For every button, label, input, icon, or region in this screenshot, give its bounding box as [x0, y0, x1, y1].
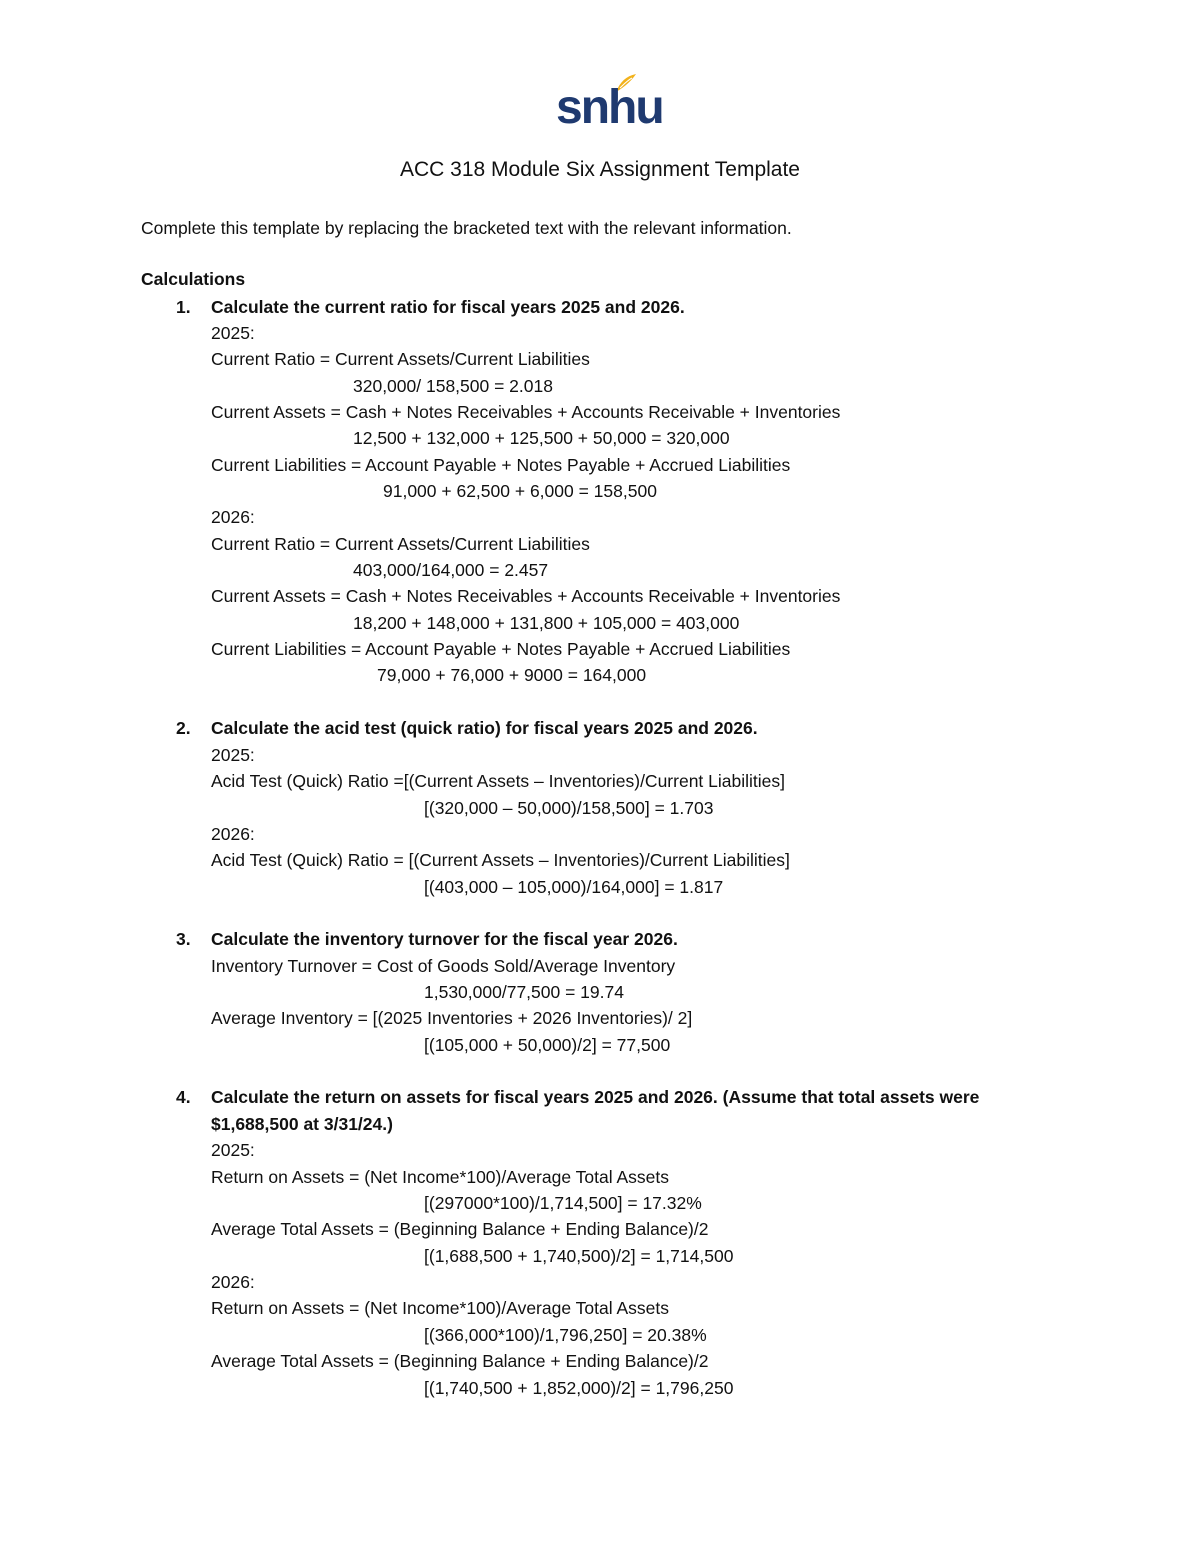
calculation-line: [(105,000 + 50,000)/2] = 77,500	[424, 1035, 671, 1055]
calculation-line: 12,500 + 132,000 + 125,500 + 50,000 = 320,000	[353, 428, 730, 448]
calculation-line: 91,000 + 62,500 + 6,000 = 158,500	[383, 481, 657, 501]
document-title: ACC 318 Module Six Assignment Template	[400, 158, 800, 181]
question-3-heading: Calculate the inventory turnover for the fiscal year 2026.	[211, 929, 678, 949]
question-2-heading: Calculate the acid test (quick ratio) for fiscal years 2025 and 2026.	[211, 718, 758, 738]
question-4-heading-continued: $1,688,500 at 3/31/24.)	[211, 1114, 393, 1134]
year-label: 2025:	[211, 323, 255, 343]
formula-line: Acid Test (Quick) Ratio =[(Current Assets – Inventories)/Current Liabilities]	[211, 771, 785, 791]
question-3-number: 3.	[176, 929, 191, 949]
section-heading: Calculations	[141, 269, 246, 289]
formula-line: Current Assets = Cash + Notes Receivables + Accounts Receivable + Inventories	[211, 402, 841, 422]
year-label: 2026:	[211, 1272, 255, 1292]
calculation-line: [(403,000 – 105,000)/164,000] = 1.817	[424, 877, 724, 897]
formula-line: Current Ratio = Current Assets/Current Liabilities	[211, 349, 590, 369]
question-1-heading: Calculate the current ratio for fiscal years 2025 and 2026.	[211, 297, 685, 317]
formula-line: Current Ratio = Current Assets/Current Liabilities	[211, 534, 590, 554]
formula-line: Return on Assets = (Net Income*100)/Average Total Assets	[211, 1298, 670, 1318]
calculation-line: 403,000/164,000 = 2.457	[353, 560, 549, 580]
snhu-logo	[556, 72, 663, 134]
formula-line: Average Total Assets = (Beginning Balance + Ending Balance)/2	[211, 1351, 709, 1371]
formula-line: Acid Test (Quick) Ratio = [(Current Assets – Inventories)/Current Liabilities]	[211, 850, 790, 870]
formula-line: Average Total Assets = (Beginning Balance + Ending Balance)/2	[211, 1219, 709, 1239]
formula-line: Average Inventory = [(2025 Inventories + 2026 Inventories)/ 2]	[211, 1008, 693, 1028]
year-label: 2026:	[211, 507, 255, 527]
formula-line: Current Liabilities = Account Payable + Notes Payable + Accrued Liabilities	[211, 455, 791, 475]
calculation-line: [(1,688,500 + 1,740,500)/2] = 1,714,500	[424, 1246, 734, 1266]
calculation-line: 1,530,000/77,500 = 19.74	[424, 982, 624, 1002]
formula-line: Current Liabilities = Account Payable + Notes Payable + Accrued Liabilities	[211, 639, 791, 659]
question-4-number: 4.	[176, 1087, 191, 1107]
question-1-number: 1.	[176, 297, 191, 317]
formula-line: Current Assets = Cash + Notes Receivables + Accounts Receivable + Inventories	[211, 586, 841, 606]
calculation-line: [(366,000*100)/1,796,250] = 20.38%	[424, 1325, 707, 1345]
calculation-line: 18,200 + 148,000 + 131,800 + 105,000 = 403,000	[353, 613, 740, 633]
logo-text: snhu	[556, 81, 663, 134]
question-4-heading: Calculate the return on assets for fiscal years 2025 and 2026. (Assume that total assets were	[211, 1087, 980, 1107]
year-label: 2025:	[211, 1140, 255, 1160]
formula-line: Inventory Turnover = Cost of Goods Sold/Average Inventory	[211, 956, 676, 976]
question-2-number: 2.	[176, 718, 191, 738]
calculation-line: 79,000 + 76,000 + 9000 = 164,000	[377, 665, 647, 685]
year-label: 2026:	[211, 824, 255, 844]
calculation-line: [(297000*100)/1,714,500] = 17.32%	[424, 1193, 702, 1213]
calculation-line: [(1,740,500 + 1,852,000)/2] = 1,796,250	[424, 1378, 734, 1398]
formula-line: Return on Assets = (Net Income*100)/Average Total Assets	[211, 1167, 670, 1187]
calculation-line: [(320,000 – 50,000)/158,500] = 1.703	[424, 798, 714, 818]
calculation-line: 320,000/ 158,500 = 2.018	[353, 376, 553, 396]
year-label: 2025:	[211, 745, 255, 765]
intro-text: Complete this template by replacing the bracketed text with the relevant information.	[141, 218, 792, 238]
